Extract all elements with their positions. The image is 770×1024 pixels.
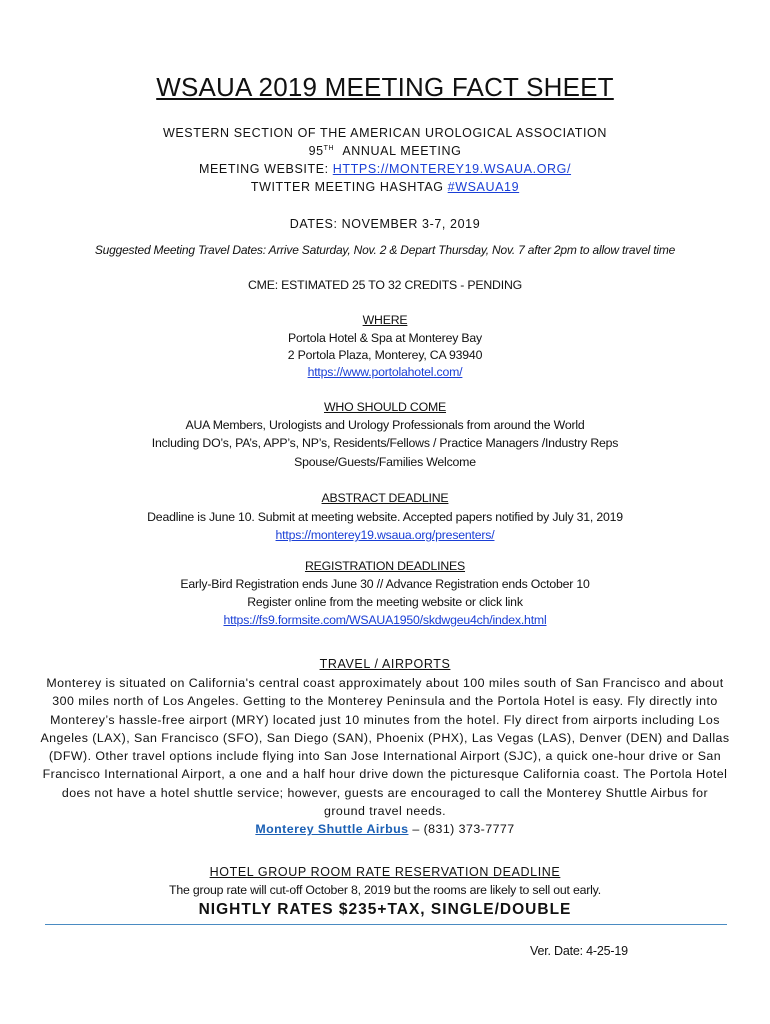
presenters-link[interactable]: https://monterey19.wsaua.org/presenters/ (275, 528, 495, 542)
annual-meeting-label: ANNUAL MEETING (342, 144, 462, 158)
annual-meeting (0, 144, 770, 158)
version-date: Ver. Date: 4-25-19 (530, 944, 628, 958)
meeting-number: 95 (308, 144, 324, 158)
where-heading: WHERE (362, 313, 408, 327)
who-line-3: Spouse/Guests/Families Welcome (294, 455, 476, 469)
travel-paragraph (40, 674, 730, 839)
who-line-1: AUA Members, Urologists and Urology Professionals from around the World (185, 418, 585, 432)
twitter-line (0, 180, 770, 194)
cme-credits: CME: ESTIMATED 25 TO 32 CREDITS - PENDING (248, 278, 522, 292)
travel-body: Monterey is situated on California's central coast approximately about 100 miles south of San Francisco and about 300 miles north of Los Angeles. Getting to the Monterey Peninsula and the Portola Hotel is easy. Fly directly into Monterey’s hassle-free airport (MRY) located just 10 minutes from the hotel. Fly direct from airports including Los Angeles (LAX), San Francisco (SFO), San Diego (SAN), Phoenix (PHX), Las Vegas (LAS), Denver (DEN) and Dallas (DFW). Other travel options include flying into San Jose International Airport (SJC), a quick one-hour drive or San Francisco International Airport, a one and a half hour drive down the picturesque California coast. The Portola Hotel does not have a hotel shuttle service; however, guests are encouraged to call the Monterey Shuttle Airbus for ground travel needs. (40, 676, 730, 819)
registration-deadlines-heading: REGISTRATION DEADLINES (304, 559, 466, 573)
hotel-address: 2 Portola Plaza, Monterey, CA 93940 (287, 348, 483, 362)
meeting-dates: DATES: NOVEMBER 3-7, 2019 (289, 217, 481, 231)
shuttle-phone: – (831) 373-7777 (408, 822, 515, 837)
registration-deadlines-text: Early-Bird Registration ends June 30 // Advance Registration ends October 10 (180, 577, 590, 591)
meeting-website-line (0, 162, 770, 176)
nightly-rates: NIGHTLY RATES $235+TAX, SINGLE/DOUBLE (198, 901, 572, 918)
register-online-text: Register online from the meeting website or click link (247, 595, 523, 609)
travel-airports-heading: TRAVEL / AIRPORTS (319, 657, 451, 671)
website-link[interactable]: HTTPS://MONTEREY19.WSAUA.ORG/ (332, 162, 572, 176)
twitter-hashtag-link[interactable]: #WSAUA19 (447, 180, 520, 194)
abstract-deadline-heading: ABSTRACT DEADLINE (321, 491, 449, 505)
shuttle-airbus-link[interactable]: Monterey Shuttle Airbus (255, 822, 409, 837)
meeting-number-suffix: TH (323, 144, 335, 152)
twitter-label: TWITTER MEETING HASHTAG (250, 180, 444, 194)
hotel-website-link[interactable]: https://www.portolahotel.com/ (307, 365, 463, 379)
page-title: WSAUA 2019 MEETING FACT SHEET (156, 72, 614, 102)
org-name: WESTERN SECTION OF THE AMERICAN UROLOGICAL ASSOCIATION (162, 126, 608, 140)
hotel-name: Portola Hotel & Spa at Monterey Bay (288, 331, 482, 345)
divider-line (45, 924, 727, 925)
abstract-deadline-text: Deadline is June 10. Submit at meeting website. Accepted papers notified by July 31, 2019 (147, 510, 623, 524)
group-rate-cutoff: The group rate will cut-off October 8, 2019 but the rooms are likely to sell out early. (169, 883, 601, 897)
who-should-come-heading: WHO SHOULD COME (323, 400, 447, 414)
suggested-travel-dates: Suggested Meeting Travel Dates: Arrive Saturday, Nov. 2 & Depart Thursday, Nov. 7 after 2pm to allow travel time (94, 243, 676, 257)
who-line-2: Including DO’s, PA’s, APP’s, NP’s, Residents/Fellows / Practice Managers /Industry Reps (151, 436, 619, 450)
registration-link[interactable]: https://fs9.formsite.com/WSAUA1950/skdwgeu4ch/index.html (223, 613, 547, 627)
website-label: MEETING WEBSITE: (198, 162, 329, 176)
hotel-rate-deadline-heading: HOTEL GROUP ROOM RATE RESERVATION DEADLINE (209, 865, 561, 879)
